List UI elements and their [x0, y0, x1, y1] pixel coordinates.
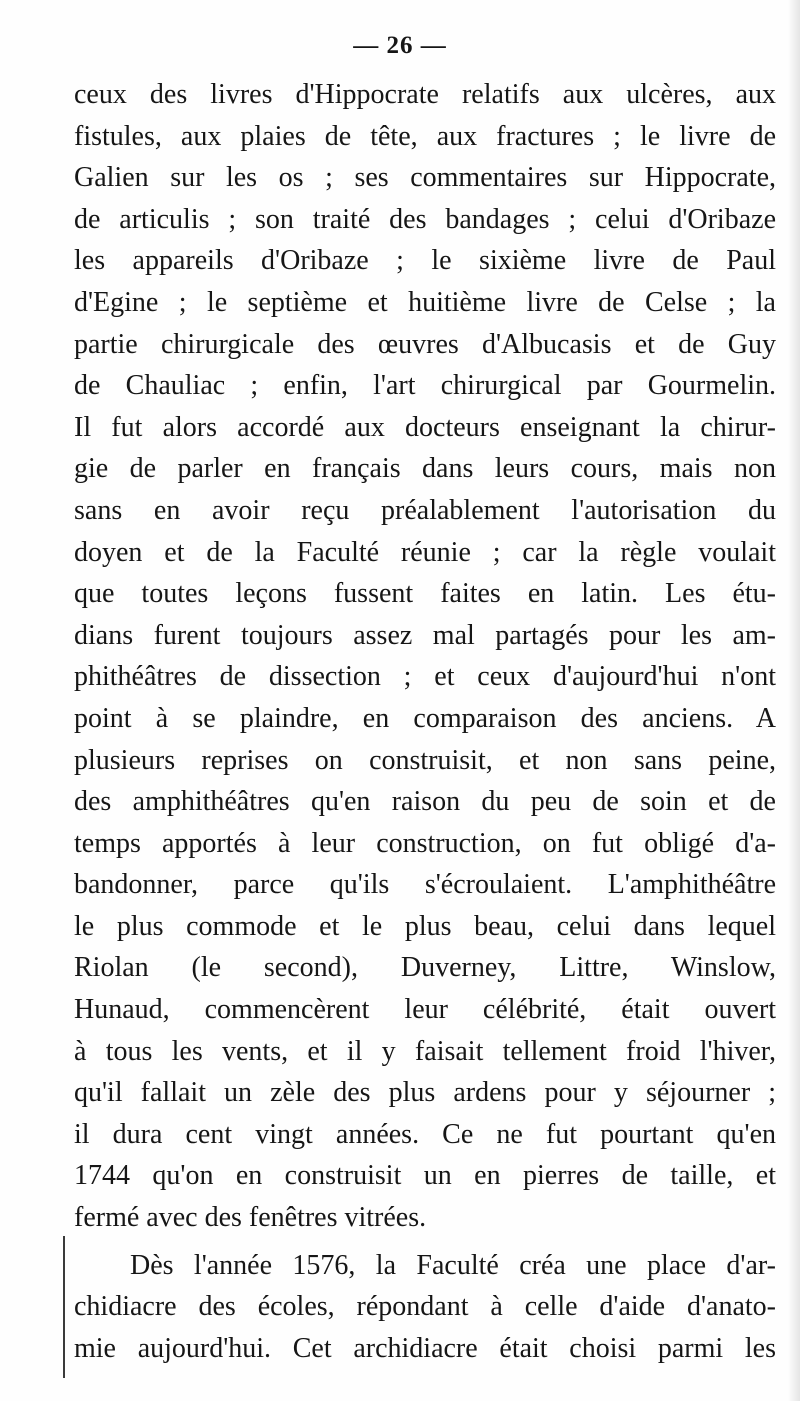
text-line-22: Riolan (le second), Duverney, Littre, Winslow,	[74, 952, 776, 984]
margin-mark	[63, 1236, 65, 1378]
text-line-2: fistules, aux plaies de tête, aux fractures ; le livre de	[74, 120, 776, 152]
text-line-21: le plus commode et le plus beau, celui dans lequel	[74, 910, 776, 942]
text-line-5: les appareils d'Oribaze ; le sixième livre de Paul	[74, 245, 776, 277]
text-line-13: que toutes leçons fussent faites en latin. Les étu-	[74, 578, 776, 610]
text-line-11: sans en avoir reçu préalablement l'autorisation du	[74, 494, 776, 526]
text-line-24: à tous les vents, et il y faisait tellement froid l'hiver,	[74, 1035, 776, 1067]
text-line-18: des amphithéâtres qu'en raison du peu de soin et de	[74, 786, 776, 818]
text-line-28: fermé avec des fenêtres vitrées.	[74, 1202, 427, 1234]
text-line-1: ceux des livres d'Hippocrate relatifs aux ulcères, aux	[74, 79, 776, 110]
text-line-8: de Chauliac ; enfin, l'art chirurgical par Gourmelin.	[74, 370, 776, 402]
text-line-14: dians furent toujours assez mal partagés pour les am-	[74, 619, 776, 651]
text-line-27: 1744 qu'on en construisit un en pierres de taille, et	[74, 1160, 776, 1192]
text-line-23: Hunaud, commencèrent leur célébrité, était ouvert	[74, 994, 776, 1026]
text-line-19: temps apportés à leur construction, on fut obligé d'a-	[74, 827, 776, 859]
page-edge-shadow	[788, 0, 800, 1401]
text-line-26: il dura cent vingt années. Ce ne fut pourtant qu'en	[74, 1118, 776, 1150]
text-line-3: Galien sur les os ; ses commentaires sur Hippocrate,	[74, 162, 776, 194]
text-line-12: doyen et de la Faculté réunie ; car la règle voulait	[74, 536, 776, 568]
text-line-9: Il fut alors accordé aux docteurs enseignant la chirur-	[74, 411, 776, 443]
text-line-17: plusieurs reprises on construisit, et non sans peine,	[74, 744, 776, 776]
text-line-30: chidiacre des écoles, répondant à celle d'aide d'anato-	[74, 1291, 776, 1323]
text-line-15: phithéâtres de dissection ; et ceux d'aujourd'hui n'ont	[74, 661, 776, 693]
text-line-31: mie aujourd'hui. Cet archidiacre était choisi parmi les	[74, 1332, 776, 1364]
text-line-4: de articulis ; son traité des bandages ; celui d'Oribaze	[74, 203, 776, 235]
body-text	[74, 74, 776, 1369]
text-line-29: Dès l'année 1576, la Faculté créa une place d'ar-	[130, 1249, 776, 1281]
page-number: — 26 —	[353, 32, 447, 59]
text-line-7: partie chirurgicale des œuvres d'Albucasis et de Guy	[74, 328, 776, 360]
text-line-25: qu'il fallait un zèle des plus ardens pour y séjourner ;	[74, 1077, 776, 1109]
text-line-16: point à se plaindre, en comparaison des anciens. A	[74, 702, 776, 734]
text-line-10: gie de parler en français dans leurs cours, mais non	[74, 453, 776, 485]
text-line-20: bandonner, parce qu'ils s'écroulaient. L'amphithéâtre	[74, 869, 776, 901]
text-line-6: d'Egine ; le septième et huitième livre de Celse ; la	[74, 286, 776, 318]
